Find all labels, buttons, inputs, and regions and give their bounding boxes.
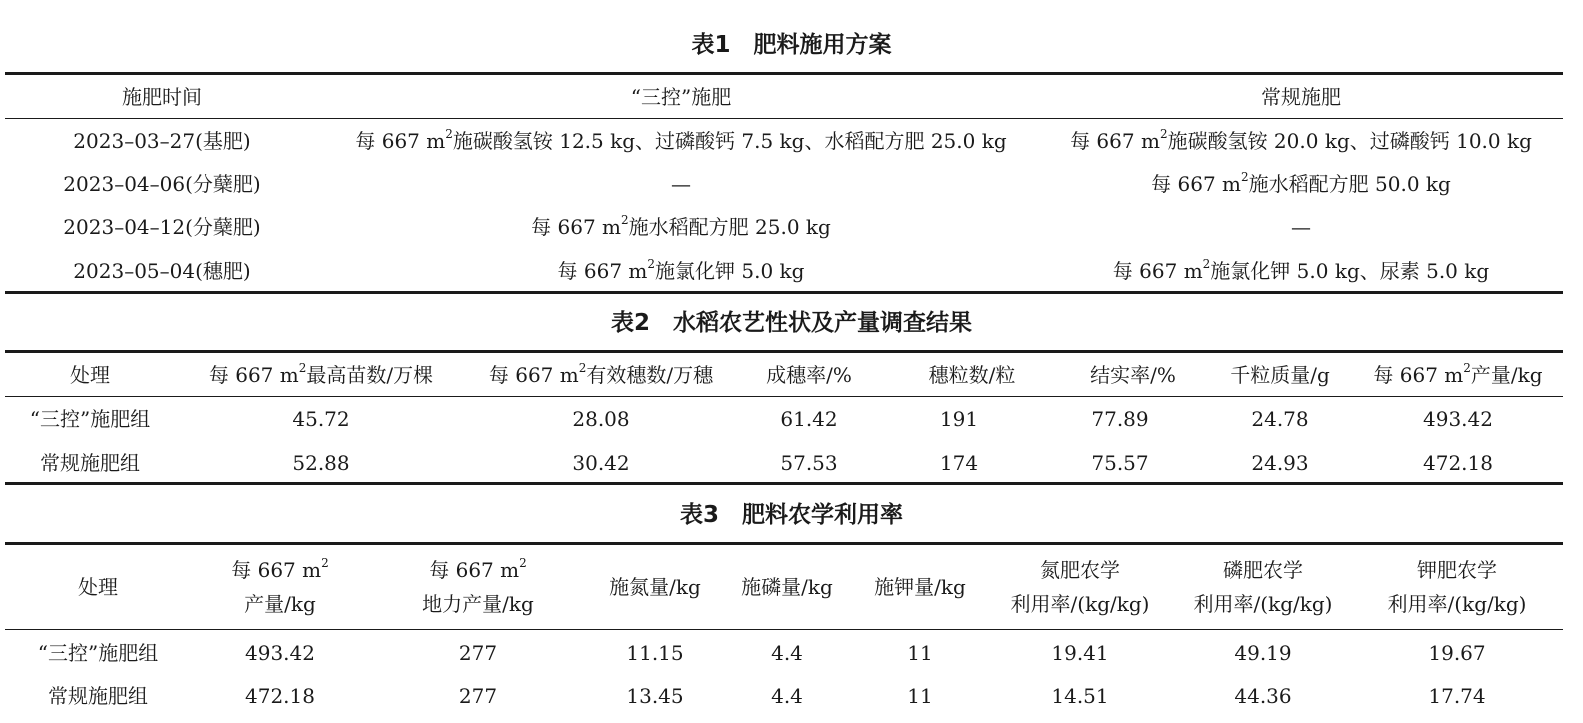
table3-row2-treatment: 常规施肥组 — [48, 684, 148, 708]
table2-row1-treatment: “三控”施肥组 — [29, 407, 151, 431]
table3-header-phosphorus: 施磷量/kg — [741, 575, 833, 599]
table1-header-sankong: “三控”施肥 — [630, 85, 732, 109]
table3-header-potassium: 施钾量/kg — [874, 575, 966, 599]
table1-row1-conventional: 每 667 $m^2$施碳酸氢铵 20.0 kg、过磷酸钙 10.0 kg — [1070, 127, 1532, 153]
table1-row4-conventional: 每 667 $m^2$施氯化钾 5.0 kg、尿素 5.0 kg — [1112, 257, 1490, 283]
table3-header-rule — [5, 629, 1563, 630]
table3-row1-base-yield: 277 — [458, 641, 498, 665]
table3-title: 表3 肥料农学利用率 — [679, 502, 903, 528]
table2-row2-yield: 472.18 — [1423, 451, 1493, 475]
table2-row1-yield: 493.42 — [1423, 407, 1493, 431]
table2-row2-grains-per-panicle: 174 — [939, 451, 979, 475]
table3-row1-p-efficiency: 49.19 — [1234, 641, 1292, 665]
table1-row2-time: 2023–04–06(分蘖肥) — [63, 172, 261, 196]
table3-row2-p-efficiency: 44.36 — [1234, 684, 1292, 708]
table1-header-rule — [5, 118, 1563, 119]
table3-header-nitrogen: 施氮量/kg — [609, 575, 701, 599]
table2-header-treatment: 处理 — [70, 363, 110, 387]
table1-header-time: 施肥时间 — [122, 85, 202, 109]
table2-row2-treatment: 常规施肥组 — [40, 451, 140, 475]
table2-row1-seed-setting: 77.89 — [1091, 407, 1149, 431]
table3-row1-k-efficiency: 19.67 — [1428, 641, 1486, 665]
table3-row2-potassium: 11 — [907, 684, 933, 708]
table3-row2-phosphorus: 4.4 — [771, 684, 803, 708]
table1-bottom-rule — [5, 291, 1563, 294]
table1-row2-conventional: 每 667 $m^2$施水稻配方肥 50.0 kg — [1151, 170, 1451, 196]
table3-row1-treatment: “三控”施肥组 — [37, 641, 159, 665]
table3-row2-base-yield: 277 — [458, 684, 498, 708]
table2-row1-max-seedlings: 45.72 — [292, 407, 350, 431]
table3-row1-n-efficiency: 19.41 — [1051, 641, 1109, 665]
table2-bottom-rule — [5, 482, 1563, 485]
table2-row1-thousand-grain: 24.78 — [1251, 407, 1309, 431]
table2-row2-effective-panicles: 30.42 — [572, 451, 630, 475]
table3-row1-potassium: 11 — [907, 641, 933, 665]
table3-header-k-efficiency: 钾肥农学 利用率/(kg/kg) — [1387, 558, 1527, 616]
table2-header-grains-per-panicle: 穗粒数/粒 — [928, 363, 1016, 387]
table2-header-rule — [5, 396, 1563, 397]
table1-top-rule — [5, 72, 1563, 75]
table2-header-panicle-rate: 成穗率/% — [766, 363, 852, 387]
table3-row2-n-efficiency: 14.51 — [1051, 684, 1109, 708]
table2-row2-panicle-rate: 57.53 — [780, 451, 838, 475]
table2-top-rule — [5, 350, 1563, 353]
table1-row4-sankong: 每 667 $m^2$施氯化钾 5.0 kg — [557, 257, 805, 283]
table3-header-base-yield: 每 667 $m^2$ 地力产量/kg — [422, 556, 534, 616]
table3-row2-nitrogen: 13.45 — [626, 684, 684, 708]
table3-row1-yield: 493.42 — [245, 641, 315, 665]
table2-header-effective-panicles: 每 667 $m^2$有效穗数/万穗 — [488, 361, 714, 387]
table1-row2-sankong: — — [671, 172, 691, 196]
table2-row2-thousand-grain: 24.93 — [1251, 451, 1309, 475]
table3-row1-nitrogen: 11.15 — [626, 641, 684, 665]
table3-header-treatment: 处理 — [78, 575, 118, 599]
table3-header-n-efficiency: 氮肥农学 利用率/(kg/kg) — [1010, 558, 1150, 616]
table2-row2-seed-setting: 75.57 — [1091, 451, 1149, 475]
table2-header-yield: 每 667 $m^2$产量/kg — [1373, 361, 1543, 387]
table1-row4-time: 2023–05–04(穗肥) — [73, 259, 251, 283]
table3-top-rule — [5, 542, 1563, 545]
table2-header-thousand-grain: 千粒质量/g — [1230, 363, 1330, 387]
table2-row2-max-seedlings: 52.88 — [292, 451, 350, 475]
table1-title: 表1 肥料施用方案 — [691, 32, 892, 58]
table1-header-conventional: 常规施肥 — [1261, 85, 1341, 109]
table3-row2-yield: 472.18 — [245, 684, 315, 708]
table2-row1-panicle-rate: 61.42 — [780, 407, 838, 431]
table3-header-yield: 每 667 $m^2$ 产量/kg — [231, 556, 329, 616]
table3-row1-phosphorus: 4.4 — [771, 641, 803, 665]
table2-header-seed-setting: 结实率/% — [1090, 363, 1176, 387]
table1-row1-time: 2023–03–27(基肥) — [73, 129, 251, 153]
table2-title: 表2 水稻农艺性状及产量调查结果 — [610, 310, 972, 336]
table1-row1-sankong: 每 667 $m^2$施碳酸氢铵 12.5 kg、过磷酸钙 7.5 kg、水稻配方肥 25.0 kg — [355, 127, 1007, 153]
table2-row1-effective-panicles: 28.08 — [572, 407, 630, 431]
table1-row3-time: 2023–04–12(分蘖肥) — [63, 215, 261, 239]
table2-header-max-seedlings: 每 667 $m^2$最高苗数/万棵 — [208, 361, 434, 387]
table3-header-p-efficiency: 磷肥农学 利用率/(kg/kg) — [1193, 558, 1333, 616]
table2-row1-grains-per-panicle: 191 — [939, 407, 979, 431]
table1-row3-conventional: — — [1291, 215, 1311, 239]
table3-row2-k-efficiency: 17.74 — [1428, 684, 1486, 708]
table1-row3-sankong: 每 667 $m^2$施水稻配方肥 25.0 kg — [531, 213, 831, 239]
